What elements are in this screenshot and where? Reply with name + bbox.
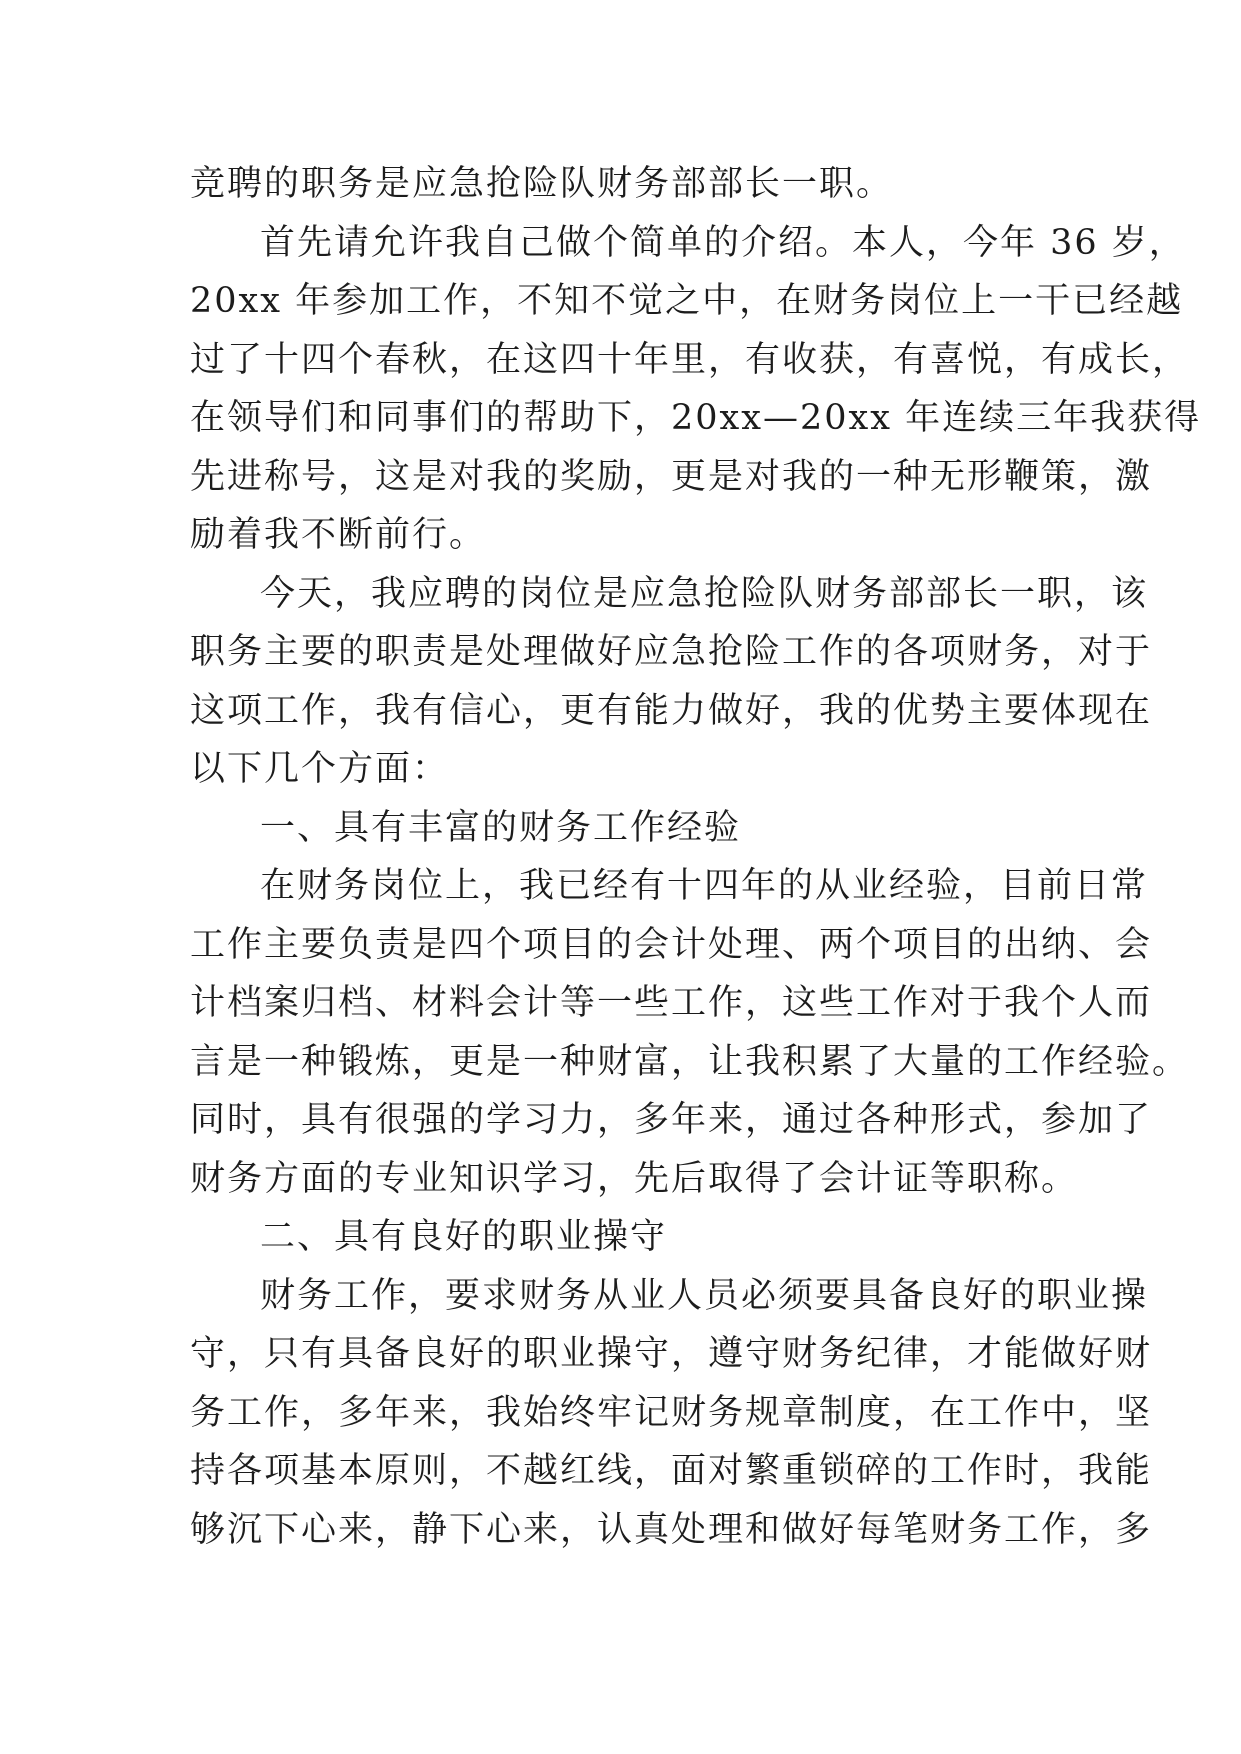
document-body xyxy=(190,155,1202,1559)
text-line: 这项工作，我有信心，更有能力做好，我的优势主要体现在 xyxy=(190,690,1153,731)
text-line: 一、具有丰富的财务工作经验 xyxy=(260,807,742,848)
text-line: 计档案归档、材料会计等一些工作，这些工作对于我个人而 xyxy=(190,983,1153,1023)
text-line: 首先请允许我自己做个简单的介绍。本人，今年 36 岁， xyxy=(260,222,1186,263)
text-line: 竞聘的职务是应急抢险队财务部部长一职。 xyxy=(190,164,894,204)
text-line: 在财务岗位上，我已经有十四年的从业经验，目前日常 xyxy=(260,866,1149,906)
text-line: 先进称号，这是对我的奖励，更是对我的一种无形鞭策，激 xyxy=(190,456,1153,497)
text-line: 财务工作，要求财务从业人员必须要具备良好的职业操 xyxy=(260,1275,1149,1316)
text-line: 同时，具有很强的学习力，多年来，通过各种形式，参加了 xyxy=(190,1100,1153,1140)
text-line: 言是一种锻炼，更是一种财富，让我积累了大量的工作经验。 xyxy=(190,1041,1190,1082)
text-line: 二、具有良好的职业操守 xyxy=(260,1217,668,1257)
text-line: 励着我不断前行。 xyxy=(190,515,487,555)
text-line: 够沉下心来，静下心来，认真处理和做好每笔财务工作，多 xyxy=(190,1509,1153,1550)
text-line: 务工作，多年来，我始终牢记财务规章制度，在工作中，坚 xyxy=(190,1392,1153,1433)
text-line: 持各项基本原则，不越红线，面对繁重锁碎的工作时，我能 xyxy=(190,1451,1153,1491)
text-line: 财务方面的专业知识学习，先后取得了会计证等职称。 xyxy=(190,1158,1079,1199)
text-line: 过了十四个春秋，在这四十年里，有收获，有喜悦，有成长， xyxy=(190,339,1190,380)
text-line: 今天，我应聘的岗位是应急抢险队财务部部长一职，该 xyxy=(260,573,1149,614)
text-line: 20xx 年参加工作，不知不觉之中，在财务岗位上一干已经越 xyxy=(190,281,1184,321)
text-line: 守，只有具备良好的职业操守，遵守财务纪律，才能做好财 xyxy=(190,1334,1153,1374)
text-line: 以下几个方面： xyxy=(190,749,450,789)
text-line: 职务主要的职责是处理做好应急抢险工作的各项财务，对于 xyxy=(190,632,1153,672)
text-line: 在领导们和同事们的帮助下，20xx—20xx 年连续三年我获得 xyxy=(190,398,1202,438)
text-line: 工作主要负责是四个项目的会计处理、两个项目的出纳、会 xyxy=(190,924,1153,965)
